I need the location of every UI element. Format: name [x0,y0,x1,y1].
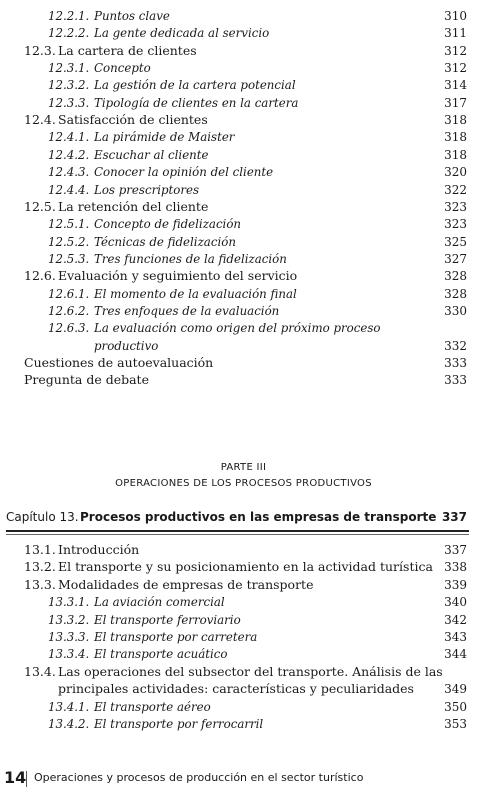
toc-entry-label [48,76,296,94]
toc-entry-number: 12.4.4. [48,182,90,197]
toc-entry-label [48,593,225,611]
toc-entry-title: Puntos clave [94,9,170,23]
toc-entry-number: 12.3. [24,42,56,58]
toc-entry-title: Tres enfoques de la evaluación [94,303,280,318]
toc-entry [0,94,487,112]
toc-entry-page: 333 [444,373,467,388]
toc-entry-title: El transporte acuático [94,647,228,662]
toc-entry-label [48,715,263,733]
toc-entry-label [24,354,213,372]
toc-entry-page: 318 [444,147,467,162]
toc-entry-page: 328 [444,286,467,301]
toc-entry [0,267,487,285]
part-title: OPERACIONES DE LOS PROCESOS PRODUCTIVOS [115,478,372,489]
part-label: PARTE III [220,462,267,473]
toc-entry-number: 12.4.2. [48,147,90,162]
toc-entry-title: El transporte ferroviario [94,612,241,627]
toc-entry-number: 12.6.3. [48,321,90,336]
toc-entry-page: 332 [444,338,467,353]
toc-entry-label [24,558,433,576]
toc-entry-page: 338 [444,560,467,575]
toc-entry [0,715,487,733]
toc-entry-title: El transporte y su posicionamiento en la actividad turística [58,559,433,575]
toc-entry-label [48,215,241,233]
toc-entry-title: Tipología de clientes en la cartera [94,95,299,110]
toc-entry-continuation [0,680,487,698]
toc-entry [0,628,487,646]
toc-entry-label [48,181,199,199]
toc-entry [0,319,487,337]
toc-entry-label [24,42,197,60]
toc-entry-title: El transporte por carretera [94,630,258,644]
toc-entry-number: 13.3. [24,576,56,592]
toc-entry [0,250,487,268]
toc-entry [0,59,487,77]
toc-entry-number: 13.3.3. [48,630,90,644]
toc-entry-page: 333 [444,356,467,370]
toc-entry-label [24,198,208,216]
toc-entry [0,128,487,146]
toc-entry [0,593,487,611]
toc-entry [0,181,487,199]
toc-entry-label [24,267,297,285]
toc-entry-number: 12.5.2. [48,234,90,249]
toc-entry [0,558,487,576]
toc-entry-page: 350 [444,699,467,714]
toc-entry-number: 13.3.1. [48,595,90,610]
toc-entry-number: 12.6. [24,268,56,284]
toc-entry-page: 323 [444,217,467,232]
toc-entry-label [48,59,151,77]
toc-entry-number: 12.3.2. [48,78,90,93]
toc-entry-page: 325 [444,234,467,249]
toc-entry-page: 339 [444,577,467,592]
toc-entry-label [24,541,139,559]
toc-entry-label [48,7,170,25]
toc-entry-number: 12.6.2. [48,303,90,318]
toc-entry-title-line2: productivo [94,338,159,353]
toc-entry-label [24,576,313,594]
toc-entry-title: Los prescriptores [94,182,200,197]
toc-entry-label [48,302,279,320]
toc-entry-title: Evaluación y seguimiento del servicio [58,268,298,284]
toc-entry [0,111,487,129]
toc-entry-number: 13.4.1. [48,699,90,714]
toc-entry-page: 314 [444,78,467,93]
chapter-title: Procesos productivos en las empresas de transporte [80,510,437,524]
toc-entry-title: El momento de la evaluación final [94,286,297,301]
toc-entry-label [48,319,381,337]
chapter-rule-thin [6,534,469,535]
toc-entry-page: 337 [444,543,467,557]
chapter-number: Capítulo 13. [6,510,79,524]
toc-entry-title: El transporte por ferrocarril [94,717,264,731]
toc-entry [0,163,487,181]
toc-entry [0,146,487,164]
toc-entry-number: 12.5. [24,198,56,214]
toc-entry-label [48,146,209,164]
toc-entry-title: Concepto [94,61,151,76]
toc-entry [0,42,487,60]
toc-entry [0,541,487,559]
toc-entry-page: 349 [444,682,467,697]
toc-entry-label [48,611,241,629]
toc-entry-label [48,233,236,251]
toc-entry-number: 12.4. [24,112,56,128]
toc-entry-label [48,128,234,146]
toc-entry-title: Tres funciones de la fidelización [94,251,287,266]
toc-entry-number: 13.3.2. [48,612,90,627]
toc-entry [0,576,487,594]
toc-entry-page: 317 [444,95,467,110]
toc-entry-label [48,94,298,112]
toc-entry-number: 12.3.1. [48,61,90,76]
toc-entry-title-line2: principales actividades: características y peculiaridades [58,681,414,697]
toc-entry-label [48,250,287,268]
footer-divider [26,771,27,787]
toc-entry [0,371,487,389]
toc-entry-number: 13.4.2. [48,717,90,731]
toc-entry-page: 343 [444,630,467,644]
toc-entry-number: 12.5.1. [48,217,90,232]
toc-entry-page: 353 [444,717,467,731]
toc-entry-page: 310 [444,9,467,23]
toc-entry [0,611,487,629]
toc-entry-number: 13.2. [24,559,56,575]
chapter-rule-thick [6,530,469,532]
toc-entry-title: Conocer la opinión del cliente [94,165,274,180]
toc-entry [0,215,487,233]
toc-entry-label [48,285,297,303]
toc-entry [0,24,487,42]
toc-entry-number: 12.5.3. [48,251,90,266]
toc-entry-title: Técnicas de fidelización [94,234,236,249]
toc-entry [0,698,487,716]
toc-entry-number: 12.4.1. [48,130,90,145]
toc-entry [0,233,487,251]
toc-entry-label [48,628,257,646]
toc-entry-label [24,371,149,389]
toc-entry-page: 328 [444,269,467,284]
toc-entry [0,285,487,303]
toc-entry-page: 322 [444,182,467,197]
footer-book-title: Operaciones y procesos de producción en el sector turístico [34,771,364,784]
toc-entry [0,663,487,681]
toc-entry-page: 323 [444,199,467,214]
toc-entry-title: Las operaciones del subsector del transporte. Análisis de las [58,663,443,679]
toc-entry-label [48,645,227,663]
toc-entry-page: 344 [444,647,467,662]
toc-entry-page: 311 [444,26,467,41]
toc-entry-page: 330 [444,303,467,318]
toc-entry-title: Introducción [58,542,140,557]
toc-entry-label [48,163,273,181]
toc-entry-page: 312 [444,43,467,58]
toc-entry-page: 327 [444,251,467,266]
toc-entry-page: 320 [444,165,467,180]
toc-entry-title: Concepto de fidelización [94,217,242,232]
toc-entry-title: La evaluación como origen del próximo proceso [94,321,381,336]
toc-entry [0,645,487,663]
toc-entry [0,76,487,94]
toc-entry-number: 12.6.1. [48,286,90,301]
toc-entry-page: 318 [444,113,467,128]
toc-entry-title: Modalidades de empresas de transporte [58,576,314,592]
toc-entry-label [24,663,443,681]
toc-entry-page: 342 [444,612,467,627]
toc-entry-continuation [0,337,487,355]
toc-entry-number: 12.2.1. [48,9,90,23]
toc-entry-number: 12.2.2. [48,26,90,41]
toc-entry-number: 12.3.3. [48,95,90,110]
toc-entry-title: Satisfacción de clientes [58,112,208,128]
toc-entry-title: La gestión de la cartera potencial [94,78,296,93]
chapter-heading [0,508,487,530]
chapter-page: 337 [441,510,467,524]
toc-entry-label [24,111,208,129]
page-footer [0,768,487,792]
toc-entry [0,302,487,320]
toc-entry-number: 12.4.3. [48,165,90,180]
toc-entry-page: 340 [444,595,467,610]
toc-entry-page: 318 [444,130,467,145]
toc-entry-number: 13.3.4. [48,647,90,662]
toc-entry [0,7,487,25]
toc-entry-title: La pirámide de Maister [94,130,235,145]
toc-entry-title: La retención del cliente [58,198,209,214]
toc-entry-title: La cartera de clientes [58,42,197,58]
toc-entry-title: La gente dedicada al servicio [94,26,270,41]
toc-entry-title: El transporte aéreo [94,699,211,714]
toc-entry-page: 312 [444,61,467,76]
toc-entry-title: Pregunta de debate [24,372,149,388]
toc-entry-number: 13.4. [24,663,56,679]
footer-page-number: 14 [4,768,27,787]
toc-entry-title: Cuestiones de autoevaluación [24,355,214,370]
toc-entry-title: Escuchar al cliente [94,147,209,162]
toc-entry-label [48,24,269,42]
toc-entry-number: 13.1. [24,542,56,557]
toc-entry [0,354,487,372]
toc-entry [0,198,487,216]
toc-entry-label [48,698,211,716]
toc-entry-title: La aviación comercial [94,595,225,610]
